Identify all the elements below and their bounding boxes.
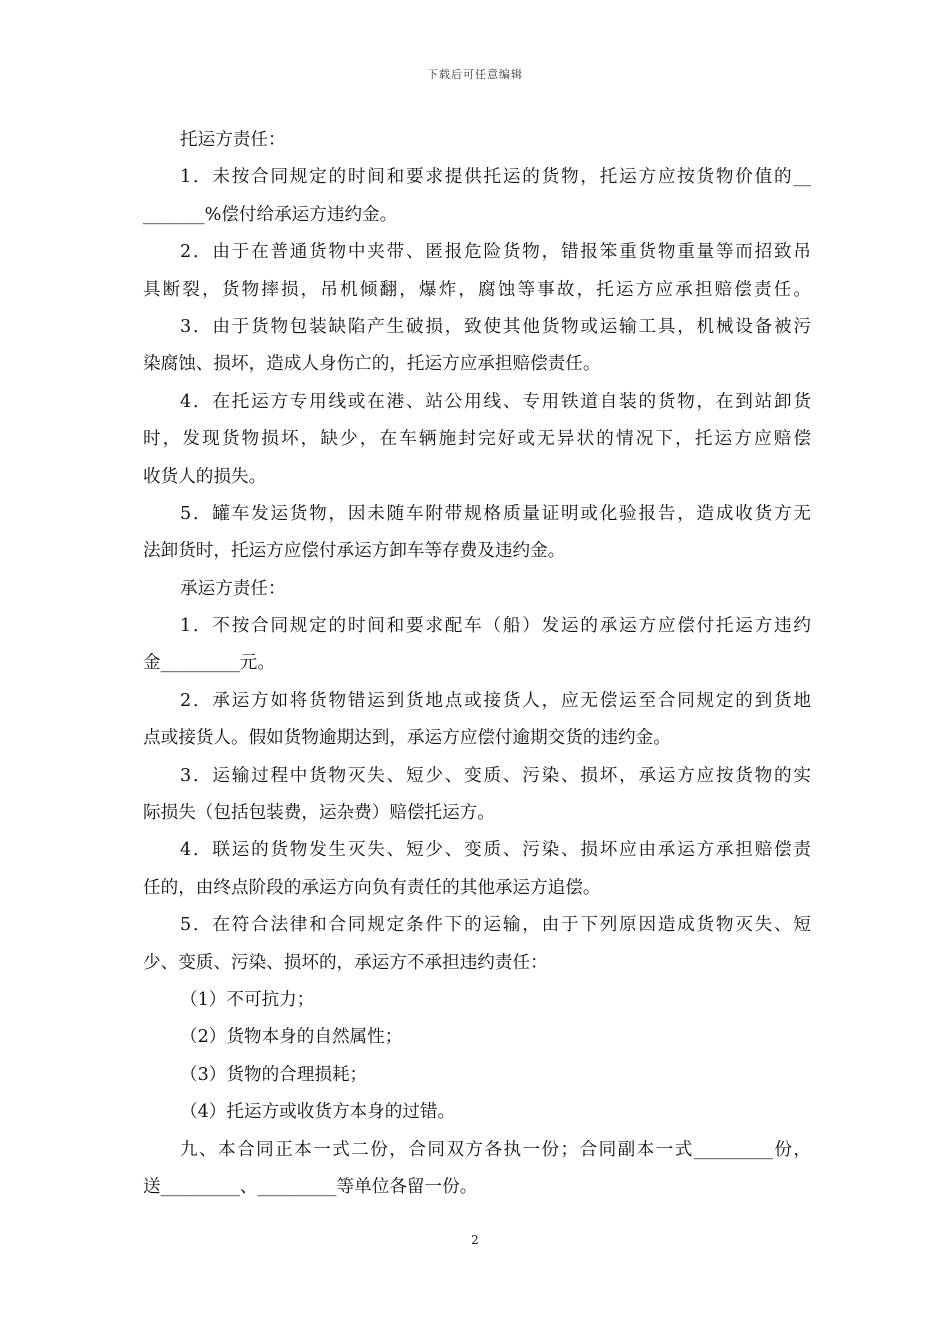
- text-line: （4）托运方或收货方本身的过错。: [180, 1102, 456, 1123]
- text-line: 2．承运方如将货物错运到货地点或接货人，应无偿运至合同规定的到货地: [180, 690, 811, 711]
- text-line: 少、变质、污染、损坏的，承运方不承担违约责任：: [143, 952, 548, 973]
- text-line: 3．运输过程中货物灭失、短少、变质、污染、损坏，承运方应按货物的实: [180, 765, 811, 786]
- text-line: 任的，由终点阶段的承运方向负有责任的其他承运方追偿。: [143, 877, 601, 898]
- text-line: 法卸货时，托运方应偿付承运方卸车等存费及违约金。: [143, 541, 566, 562]
- text-line: 送_________、_________等单位各留一份。: [143, 1176, 478, 1197]
- text-line: 承运方责任：: [180, 578, 286, 599]
- text-line: 5．罐车发运货物，因未随车附带规格质量证明或化验报告，造成收货方无: [180, 503, 811, 524]
- text-line: （2）货物本身的自然属性；: [180, 1027, 403, 1048]
- text-line: 具断裂，货物摔损，吊机倾翻，爆炸，腐蚀等事故，托运方应承担赔偿责任。: [143, 279, 811, 300]
- text-line: 3．由于货物包装缺陷产生破损，致使其他货物或运输工具，机械设备被污: [180, 316, 811, 337]
- text-line: 4．联运的货物发生灭失、短少、变质、污染、损坏应由承运方承担赔偿责: [180, 840, 811, 861]
- text-line: 1．不按合同规定的时间和要求配车（船）发运的承运方应偿付托运方违约: [180, 616, 811, 637]
- text-line: 金_________元。: [143, 653, 275, 674]
- page-header: 下载后可任意编辑: [427, 68, 523, 81]
- text-line: _______%偿付给承运方违约金。: [143, 204, 398, 225]
- text-line: 时，发现货物损坏，缺少，在车辆施封完好或无异状的情况下，托运方应赔偿: [143, 429, 811, 450]
- text-line: 九、本合同正本一式二份，合同双方各执一份；合同副本一式_________份，: [180, 1139, 811, 1160]
- text-line: 1．未按合同规定的时间和要求提供托运的货物，托运方应按货物价值的__: [180, 167, 811, 188]
- text-line: 收货人的损失。: [143, 466, 267, 487]
- page-number: 2: [471, 1233, 479, 1247]
- text-line: （1）不可抗力；: [180, 989, 315, 1010]
- text-line: 2．由于在普通货物中夹带、匿报危险货物，错报笨重货物重量等而招致吊: [180, 242, 811, 263]
- text-line: 染腐蚀、损坏，造成人身伤亡的，托运方应承担赔偿责任。: [143, 354, 601, 375]
- text-line: 5．在符合法律和合同规定条件下的运输，由于下列原因造成货物灭失、短: [180, 915, 811, 936]
- text-line: （3）货物的合理损耗；: [180, 1064, 368, 1085]
- document-body: [143, 122, 811, 1206]
- text-line: 点或接货人。假如货物逾期达到，承运方应偿付逾期交货的违约金。: [143, 728, 671, 749]
- text-line: 际损失（包括包装费，运杂费）赔偿托运方。: [143, 803, 495, 824]
- text-line: 托运方责任：: [180, 130, 286, 150]
- text-line: 4．在托运方专用线或在港、站公用线、专用铁道自装的货物，在到站卸货: [180, 391, 811, 412]
